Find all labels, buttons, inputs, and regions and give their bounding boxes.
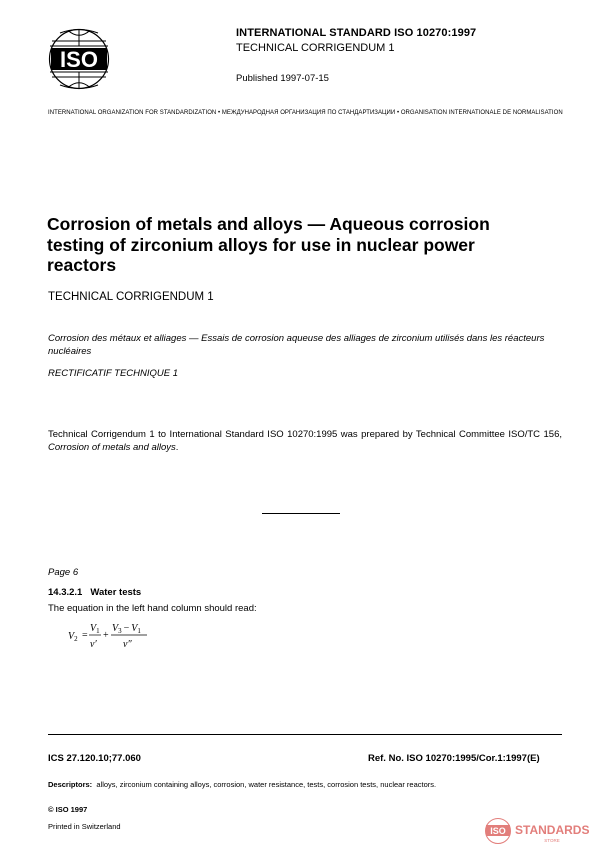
eq-minus: −	[123, 623, 130, 634]
standard-title: INTERNATIONAL STANDARD ISO 10270:1997	[236, 27, 477, 39]
correction-instruction: The equation in the left hand column should read:	[48, 603, 257, 614]
eq-num1: V	[90, 623, 97, 634]
document-subtitle: TECHNICAL CORRIGENDUM 1	[48, 291, 214, 303]
corrigendum-title: TECHNICAL CORRIGENDUM 1	[236, 42, 395, 54]
iso-logo	[48, 28, 110, 90]
ics-code: ICS 27.120.10;77.060	[48, 753, 141, 764]
watermark-standards: STANDARDS	[515, 823, 590, 837]
eq-num2-a: V	[112, 623, 119, 634]
separator-line	[262, 513, 340, 514]
printed-in: Printed in Switzerland	[48, 822, 121, 831]
page-reference: Page 6	[48, 567, 79, 578]
descriptors-label: Descriptors:	[48, 780, 93, 789]
eq-num1-sub: 1	[96, 627, 100, 635]
svg-text:V1	[90, 623, 100, 635]
watermark-logo	[484, 817, 594, 845]
svg-text:V3−V1	[112, 623, 141, 635]
french-title: Corrosion des métaux et alliages — Essais de corrosion aqueuse des alliages de zirconium utilisés dans les réacteurs nucléaires	[48, 333, 545, 357]
intro-end: .	[175, 442, 179, 453]
eq-equals: =	[82, 630, 88, 641]
eq-den2: v″	[123, 639, 132, 650]
watermark-iso: ISO	[490, 826, 506, 836]
watermark-store: STORE	[544, 838, 560, 843]
french-rectificatif: RECTIFICATIF TECHNIQUE 1	[48, 368, 179, 379]
eq-den1: v′	[90, 639, 97, 650]
eq-plus: +	[103, 630, 109, 641]
intro-text: Technical Corrigendum 1 to International Standard ISO 10270:1995 was prepared by Technical Committee ISO/TC 156,	[48, 429, 562, 440]
eq-num2-b: V	[131, 623, 138, 634]
footer-rule	[48, 734, 562, 735]
clause-title: Water tests	[90, 587, 142, 598]
descriptors	[48, 780, 436, 789]
descriptors-list: alloys, zirconium containing alloys, corrosion, water resistance, tests, corrosion tests, nuclear reactors.	[96, 780, 437, 789]
document-title: Corrosion of metals and alloys — Aqueous corrosion testing of zirconium alloys for use in nuclear power reactors	[47, 214, 490, 275]
committee-name: Corrosion of metals and alloys	[48, 442, 176, 453]
eq-lhs-sub: 2	[74, 635, 78, 643]
eq-lhs: V	[68, 631, 75, 642]
clause-number: 14.3.2.1	[48, 587, 83, 598]
published-date: Published 1997-07-15	[236, 73, 329, 84]
copyright: © ISO 1997	[48, 805, 88, 814]
organization-line: INTERNATIONAL ORGANIZATION FOR STANDARDIZATION • МЕЖДУНАРОДНАЯ ОРГАНИЗАЦИЯ ПО СТАНДАРТИЗАЦИИ • ORGANISATION INTERNATIONALE DE NORMALISATION	[48, 110, 563, 116]
svg-text:V2	[68, 631, 78, 643]
eq-num2-b-sub: 1	[137, 627, 141, 635]
intro-paragraph	[48, 428, 562, 454]
iso-logo-text: ISO	[60, 47, 98, 72]
eq-num2-a-sub: 3	[118, 627, 122, 635]
equation	[68, 619, 158, 651]
clause-heading	[48, 587, 141, 598]
reference-number: Ref. No. ISO 10270:1995/Cor.1:1997(E)	[368, 753, 540, 764]
